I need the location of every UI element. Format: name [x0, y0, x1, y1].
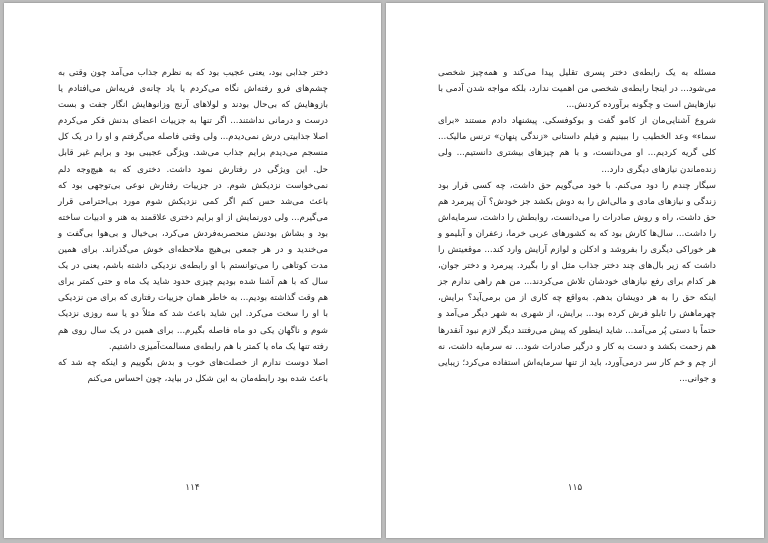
page-text [438, 65, 716, 387]
paragraph: شروع آشنایی‌مان از کامو گفت و بوکوفسکی. پیشنهاد دادم مستند «برای سماء» وعد الخطیب را ببینیم و فیلم داستانی «زندگی پنهان» ترنس مالیک... کلی گریه کردیم... او می‌دانست، و با هم چیزهای بیشتری دانستیم... ولی زنده‌ماندن نیازهای دیگری دارد... [438, 116, 716, 175]
page-number: ۱۱۴ [185, 483, 200, 493]
paragraph: دختر جذابی بود، یعنی عجیب بود که به نظرم جذاب می‌آمد چون وقتی به چشم‌های فرو رفته‌اش نگاه می‌کردم یا یاد چانه‌ی فریه‌اش می‌افتادم یا بازوهایش که بی‌حال بودند و لولاهای آرنج وزانوهایش انگار جفت و بست درست و درمانی نداشتند... اگر تنها به جزییات اعضای بدنش فکر می‌کردم اصلا جذابیتی درش نمی‌دیدم... ولی وقتی فاصله می‌گرفتم و او را در یک کل منسجم می‌دیدم برایم جذاب می‌شد. ویژگی عجیبی بود و برایم غیر قابل حل. این ویژگی در رفتارش نمود داشت. دختری که به هیچ‌وجه دلم نمی‌خواست نزدیکش شوم. در جزییات رفتارش نوعی بی‌توجهی بود که باعث می‌شد حس کنم اگر کمی نزدیکش شوم مورد بی‌احترامی قرار می‌گیرم... ولی دورنمایش از او برایم دختری علاقمند به هنر و ادبیات ساخته بود و بشاش بودنش منحصربه‌فردش می‌کرد، بی‌خیال و بی‌هوا بی‌گفت و می‌خندید و در هر جمعی بی‌هیچ ملاحظه‌ای خوش می‌گذراند. برای همین مدت کوتاهی را می‌توانستم با او رابطه‌ی نزدیکی داشته باشم، یعنی در یک سال که با هم آشنا شده بودیم چیزی حدود شاید یک ماه و حتی کمتر برای هم وقت گذاشته بودیم... به خاطر همان جزییات رفتاری که برای من نزدیکی با او را سخت می‌کرد. این شاید باعث شد که مثلاً دو یا سه روزی نزدیک شوم و ناگهان یکی دو ماه فاصله بگیرم... برای همین در یک سال روی هم رفته تنها یک ماه یا کمتر با هم رابطه‌ی مسالمت‌آمیزی داشتیم. [58, 68, 328, 352]
page-number: ۱۱۵ [567, 483, 583, 493]
paragraph: سیگار چندم را دود می‌کنم. با خود می‌گویم حق داشت، چه کسی قرار بود زندگی و نیازهای مادی و مالی‌اش را به دوش بکشد جز خودش؟ آن پیرمرد هم حق داشت، راه و روش صادرات را می‌دانست، روابطش را داشت، سرمایه‌اش را داشت... سال‌ها کارش بود که به کشورهای عربی خرما، زعفران و آبلیمو و هر خوراکی دیگری را بفروشد و ادکلن و لوازم آرایش وارد کند... موقعیتش را داشت که زیر بال‌های چند دختر جذاب مثل او را بگیرد. پیرمرد و دختر جوان، هر کدام برای رفع نیازهای خودشان تلاش می‌کردند... من هم راهی ندارم جز اینکه حق را به هر دویشان بدهم. به‌واقع چه کاری از من برمی‌آید؟ برایش، چهرماهش را تابلو فرش کرده بود... برایش، از شهری به شهر دیگر می‌آمد و حتماً با دستی پُر می‌آمد... شاید اینطور که پیش می‌رفتند دیگر لازم نبود آنقدرها هم زحمت بکشد و دست به کار و درگیر صادرات شود... نه سرمایه داشت، نه از چم و خم کار سر درمی‌آورد، باید از تنها سرمایه‌اش استفاده می‌کرد؛ زیبایی و جوانی... [438, 180, 716, 384]
page-text [58, 65, 328, 387]
book-page-right [386, 3, 764, 538]
paragraph: اصلا دوست ندارم از خصلت‌های خوب و بدش بگوییم و اینکه چه شد که باعث شده بود رابطه‌مان به این شکل در بیاید، چون احساس می‌کنم [58, 357, 328, 384]
paragraph: مسئله به یک رابطه‌ی دختر پسری تقلیل پیدا می‌کند و همه‌چیز شخصی می‌شود... در اینجا رابطه‌ی شخصی من اهمیت ندارد، بلکه مواجه شدن آدمی با نیازهایش است و چگونه برآورده کردنش... [438, 68, 716, 111]
book-page-left [4, 3, 381, 538]
